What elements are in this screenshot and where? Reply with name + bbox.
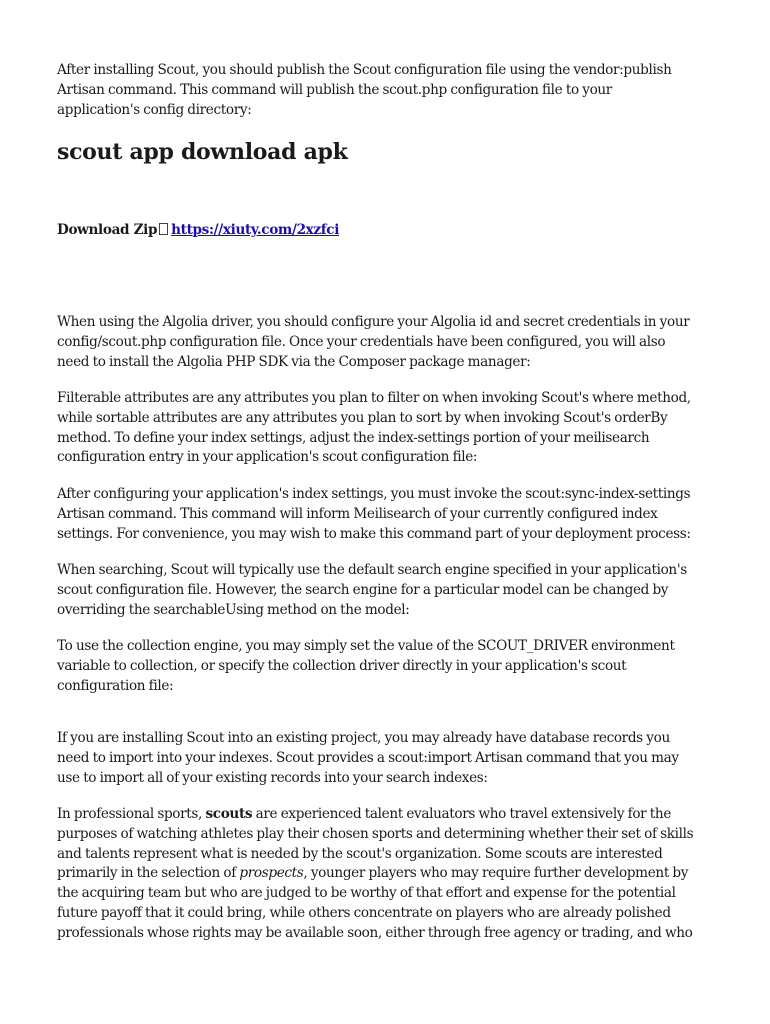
text-segment: are experienced talent evaluators who travel extensively for the bbox=[252, 806, 672, 822]
text-line: variable to collection, or specify the collection driver directly in your application's scout bbox=[57, 657, 627, 674]
text-line: After installing Scout, you should publish the Scout configuration file using the vendor:publish bbox=[57, 62, 672, 78]
italic-term: prospects bbox=[239, 865, 304, 882]
text-line bbox=[57, 864, 727, 884]
text-line: configuration entry in your application's scout configuration file: bbox=[57, 449, 478, 466]
algolia-paragraph bbox=[57, 313, 727, 372]
text-line: overriding the searchableUsing method on the model: bbox=[57, 601, 410, 618]
download-label: Download Zip bbox=[57, 222, 158, 238]
intro-paragraph bbox=[57, 61, 727, 120]
text-line: config/scout.php configuration file. Once your credentials have been configured, you will also bbox=[57, 333, 666, 350]
filterable-paragraph bbox=[57, 389, 727, 468]
text-line: scout configuration file. However, the search engine for a particular model can be changed by bbox=[57, 581, 669, 598]
download-link[interactable]: https://xiuty.com/2xzfci bbox=[171, 222, 340, 238]
text-segment: primarily in the selection of bbox=[57, 865, 240, 882]
text-line: need to import into your indexes. Scout provides a scout:import Artisan command that you may bbox=[57, 749, 679, 766]
text-line: use to import all of your existing records into your search indexes: bbox=[57, 769, 488, 786]
text-line: When searching, Scout will typically use the default search engine specified in your application's bbox=[57, 562, 687, 578]
download-row bbox=[57, 221, 339, 241]
text-line bbox=[57, 805, 727, 825]
text-line: To use the collection engine, you may simply set the value of the SCOUT_DRIVER environment bbox=[57, 638, 675, 654]
text-line: and talents represent what is needed by the scout's organization. Some scouts are interested bbox=[57, 845, 663, 862]
text-line: application's config directory: bbox=[57, 101, 252, 118]
text-line: configuration file: bbox=[57, 677, 174, 694]
collection-paragraph bbox=[57, 637, 727, 696]
sync-paragraph bbox=[57, 485, 727, 544]
text-line: settings. For convenience, you may wish to make this command part of your deployment process: bbox=[57, 525, 691, 542]
page-title: scout app download apk bbox=[57, 139, 348, 165]
text-line: After configuring your application's index settings, you must invoke the scout:sync-index-settings bbox=[57, 486, 691, 502]
sports-paragraph bbox=[57, 805, 727, 944]
text-line: while sortable attributes are any attributes you plan to sort by when invoking Scout's orderBy bbox=[57, 409, 668, 426]
text-line: Artisan command. This command will inform Meilisearch of your currently configured index bbox=[57, 505, 658, 522]
text-line: If you are installing Scout into an existing project, you may already have database records you bbox=[57, 730, 670, 746]
text-segment: , younger players who may require further development by bbox=[303, 865, 689, 882]
text-line: need to install the Algolia PHP SDK via the Composer package manager: bbox=[57, 353, 531, 370]
text-line: When using the Algolia driver, you should configure your Algolia id and secret credentials in your bbox=[57, 314, 690, 330]
text-segment: In professional sports, bbox=[57, 806, 206, 822]
text-line: purposes of watching athletes play their chosen sports and determining whether their set of skills bbox=[57, 825, 694, 842]
text-line: the acquiring team but who are judged to be worthy of that effort and expense for the potential bbox=[57, 885, 676, 902]
text-line: future payoff that it could bring, while others concentrate on players who are already polished bbox=[57, 904, 671, 921]
text-line: Artisan command. This command will publish the scout.php configuration file to your bbox=[57, 81, 612, 98]
import-paragraph bbox=[57, 729, 727, 788]
searching-paragraph bbox=[57, 561, 727, 620]
text-line: method. To define your index settings, adjust the index-settings portion of your meilisearch bbox=[57, 429, 650, 446]
text-line: professionals whose rights may be available soon, either through free agency or trading, and who bbox=[57, 924, 693, 941]
missing-glyph-icon bbox=[159, 223, 168, 235]
bold-term: scouts bbox=[205, 806, 253, 822]
text-line: Filterable attributes are any attributes you plan to filter on when invoking Scout's where method, bbox=[57, 390, 691, 406]
